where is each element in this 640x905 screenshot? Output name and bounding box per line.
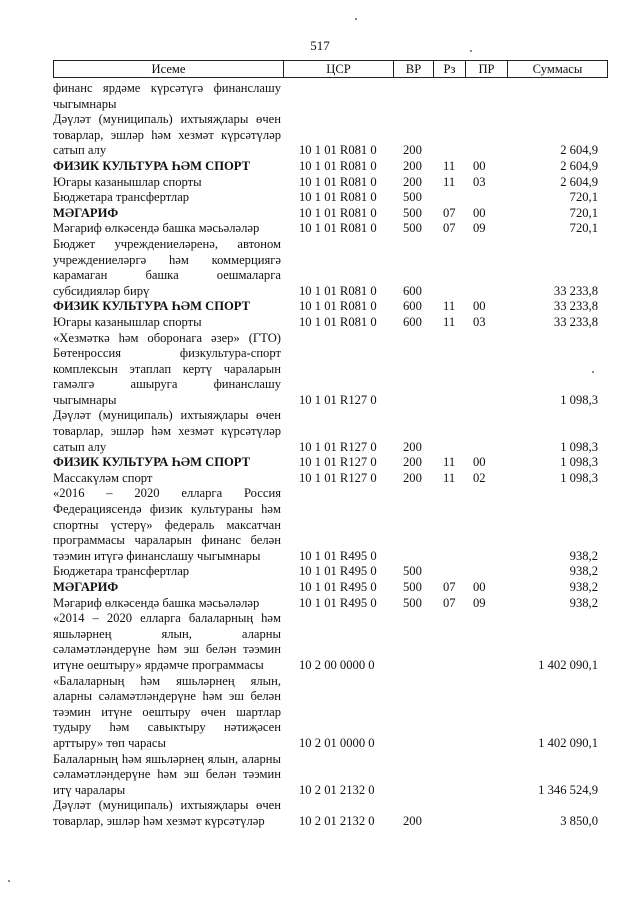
row-pr: 09 [473, 221, 486, 236]
column-header-vr: ВР [394, 61, 434, 77]
row-vr: 600 [403, 299, 422, 314]
row-sum: 938,2 [569, 580, 598, 594]
row-name: Дәүләт (муниципаль) ихтыяҗлары өчен товарлар, эшләр һәм хезмәт күрсәтүләр [53, 798, 281, 828]
row-name: Бюджетара трансфертлар [53, 564, 190, 579]
row-sum: 2 604,9 [560, 174, 598, 189]
table-row [53, 408, 608, 455]
row-name: ФИЗИК КУЛЬТУРА ҺӘМ СПОРТ [53, 455, 251, 470]
row-name: ФИЗИК КУЛЬТУРА ҺӘМ СПОРТ [53, 299, 251, 314]
row-rz: 11 [443, 174, 456, 189]
table-row [53, 752, 608, 799]
row-pr: 02 [473, 470, 486, 485]
row-sum: 720,1 [569, 190, 598, 205]
row-csr: 10 1 01 R495 0 [299, 564, 377, 579]
row-sum: 2 604,9 [560, 158, 598, 173]
row-csr: 10 2 01 0000 0 [299, 735, 375, 750]
column-header-rz: Рз [434, 61, 466, 77]
row-pr: 00 [473, 158, 486, 173]
row-sum: 720,1 [569, 221, 598, 236]
row-vr: 600 [403, 283, 422, 298]
row-rz: 11 [443, 158, 456, 173]
row-csr: 10 1 01 R081 0 [299, 283, 377, 298]
table-row [53, 175, 608, 191]
row-sum: 1 098,3 [560, 439, 598, 454]
row-name: Югары казанышлар спорты [53, 314, 202, 329]
row-rz: 11 [443, 299, 456, 314]
row-sum: 1 098,3 [560, 392, 598, 407]
row-name: Балаларның һәм яшьләрнең ялын, аларны сәламәтләндерүне һәм эш белән тәэмин итү чаралары [53, 751, 281, 797]
row-sum: 2 604,9 [560, 143, 598, 158]
scan-speck [355, 18, 357, 20]
row-vr: 500 [403, 205, 422, 220]
row-vr: 500 [403, 221, 422, 236]
row-vr: 500 [403, 580, 422, 594]
row-sum: 33 233,8 [553, 283, 598, 298]
row-csr: 10 1 01 R081 0 [299, 174, 377, 189]
column-header-sum: Суммасы [532, 62, 583, 76]
row-name: ФИЗИК КУЛЬТУРА ҺӘМ СПОРТ [53, 158, 251, 173]
table-row [53, 596, 608, 612]
row-csr: 10 2 00 0000 0 [299, 657, 375, 672]
row-sum: 938,2 [569, 548, 598, 563]
row-name: Югары казанышлар спорты [53, 174, 202, 189]
row-rz: 07 [443, 595, 456, 610]
row-sum: 1 402 090,1 [538, 735, 598, 750]
row-csr: 10 1 01 R081 0 [299, 190, 377, 205]
row-csr: 10 1 01 R081 0 [299, 158, 377, 173]
row-sum: 33 233,8 [553, 299, 598, 314]
row-rz: 11 [443, 470, 456, 485]
row-name: МӘГАРИФ [53, 580, 119, 594]
row-pr: 03 [473, 314, 486, 329]
row-rz: 11 [443, 455, 456, 470]
row-name: Мәгариф өлкәсендә башка мәсьәләләр [53, 221, 260, 236]
row-vr: 600 [403, 314, 422, 329]
table-row [53, 471, 608, 487]
table-row [53, 206, 608, 222]
scan-speck [592, 371, 594, 373]
row-sum: 1 402 090,1 [538, 657, 598, 672]
row-sum: 1 346 524,9 [538, 782, 598, 797]
table-row [53, 674, 608, 752]
scan-speck [470, 50, 472, 52]
table-row [53, 190, 608, 206]
row-sum: 3 850,0 [560, 813, 598, 828]
row-csr: 10 1 01 R081 0 [299, 205, 377, 220]
row-pr: 00 [473, 580, 486, 594]
row-sum: 720,1 [569, 205, 598, 220]
row-csr: 10 1 01 R127 0 [299, 470, 377, 485]
row-vr: 200 [403, 158, 422, 173]
table-row [53, 486, 608, 564]
row-csr: 10 1 01 R081 0 [299, 314, 377, 329]
row-name: Бюджет учреждениеләренә, автоном учреждениеләргә һәм коммерциягә карамаган башка оешмаларга субсидияләр бирү [53, 236, 281, 298]
table-row [53, 299, 608, 315]
row-pr: 09 [473, 595, 486, 610]
row-vr: 200 [403, 439, 422, 454]
row-pr: 03 [473, 174, 486, 189]
row-vr: 500 [403, 190, 422, 205]
table-row [53, 112, 608, 159]
row-vr: 200 [403, 470, 422, 485]
row-csr: 10 1 01 R127 0 [299, 392, 377, 407]
row-csr: 10 2 01 2132 0 [299, 782, 375, 797]
row-sum: 1 098,3 [560, 470, 598, 485]
row-vr: 200 [403, 143, 422, 158]
row-pr: 00 [473, 205, 486, 220]
table-row [53, 611, 608, 673]
table-row [53, 331, 608, 409]
row-rz: 11 [443, 314, 456, 329]
row-name: МӘГАРИФ [53, 205, 119, 220]
row-sum: 938,2 [569, 564, 598, 579]
row-name: «Балаларның һәм яшьләрнең ялын, аларны сәламәтләндерүне һәм эш белән тәэмин итүне оештыру өчен шартлар тудыру һәм савыктыру нәтиҗәсен арттыру» төп чарасы [53, 673, 281, 750]
row-csr: 10 1 01 R081 0 [299, 143, 377, 158]
table-row [53, 455, 608, 471]
row-vr: 500 [403, 595, 422, 610]
table-row [53, 237, 608, 299]
row-name: Дәүләт (муниципаль) ихтыяҗлары өчен товарлар, эшләр һәм хезмәт күрсәтүләр сатып алу [53, 112, 281, 158]
row-sum: 938,2 [569, 595, 598, 610]
table-body [53, 81, 608, 830]
table-row [53, 221, 608, 237]
row-rz: 07 [443, 205, 456, 220]
row-name: «Хезмәткә һәм оборонага әзер» (ГТО) Бөтенроссия физкультура-спорт комплексын этаплап кертү чараларын гамәлгә ашыруга финанслашу чыгымнары [53, 330, 281, 407]
row-csr: 10 1 01 R495 0 [299, 580, 377, 594]
row-rz: 07 [443, 580, 456, 594]
column-header-csr: ЦСР [284, 61, 394, 77]
table-row [53, 564, 608, 580]
row-csr: 10 1 01 R127 0 [299, 439, 377, 454]
row-csr: 10 1 01 R081 0 [299, 221, 377, 236]
row-name: «2016 – 2020 елларга Россия Федерациясендә физик культураны һәм спортны үстерү» федераль максатчан программасы чараларын финанс белән тәэмин итүгә финанслашу чыгымнары [53, 486, 281, 563]
row-csr: 10 1 01 R495 0 [299, 595, 377, 610]
row-pr: 00 [473, 299, 486, 314]
table-header [53, 60, 608, 78]
row-name: Мәгариф өлкәсендә башка мәсьәләләр [53, 595, 260, 610]
row-csr: 10 1 01 R081 0 [299, 299, 377, 314]
row-name: финанс ярдәме күрсәтүгә финанслашу чыгымнары [53, 81, 281, 111]
row-name: Бюджетара трансфертлар [53, 190, 190, 205]
row-sum: 33 233,8 [553, 314, 598, 329]
row-csr: 10 2 01 2132 0 [299, 813, 375, 828]
table-row [53, 798, 608, 829]
row-name: «2014 – 2020 елларга балаларның һәм яшьләрнең ялын, аларны сәламәтләндерүне һәм эш белән тәэмин итүне оештыру» ярдәмче программасы [53, 611, 281, 672]
row-rz: 07 [443, 221, 456, 236]
table-row [53, 81, 608, 112]
table-row [53, 315, 608, 331]
row-name: Массакүләм спорт [53, 470, 153, 485]
table-row [53, 159, 608, 175]
row-csr: 10 1 01 R127 0 [299, 455, 377, 470]
row-vr: 200 [403, 455, 422, 470]
row-name: Дәүләт (муниципаль) ихтыяҗлары өчен товарлар, эшләр һәм хезмәт күрсәтүләр сатып алу [53, 408, 281, 454]
row-vr: 500 [403, 564, 422, 579]
row-vr: 200 [403, 174, 422, 189]
row-vr: 200 [403, 813, 422, 828]
row-sum: 1 098,3 [560, 455, 598, 470]
scan-speck [8, 880, 10, 882]
column-header-name: Исеме [54, 61, 284, 77]
page-number: 517 [310, 38, 330, 53]
row-csr: 10 1 01 R495 0 [299, 548, 377, 563]
table-row [53, 580, 608, 596]
row-pr: 00 [473, 455, 486, 470]
column-header-pr: ПР [466, 61, 508, 77]
